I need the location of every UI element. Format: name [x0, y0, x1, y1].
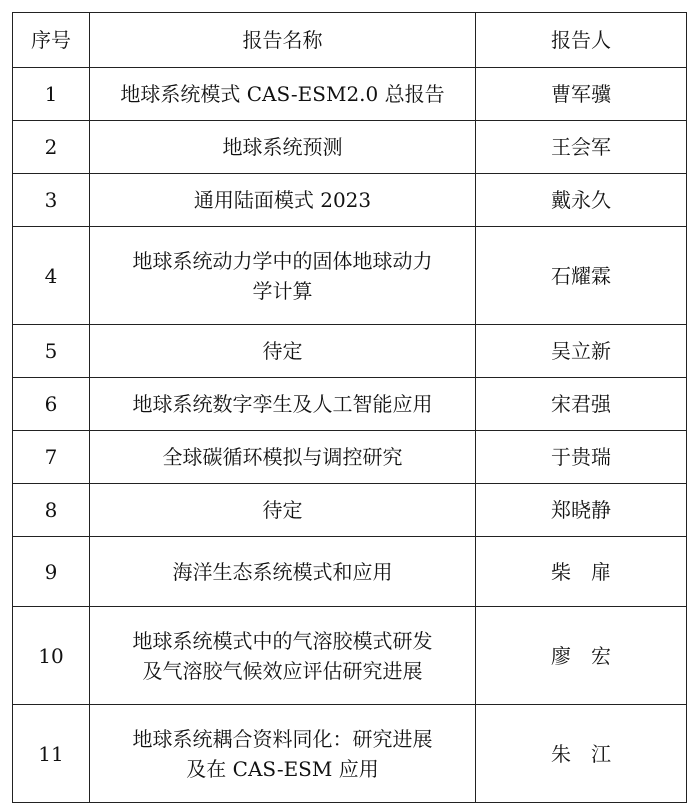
table-row	[13, 705, 687, 803]
row-number: 3	[13, 174, 90, 227]
row-number: 7	[13, 431, 90, 484]
row-title: 待定	[90, 484, 476, 537]
row-number: 2	[13, 121, 90, 174]
row-title-line: 地球系统动力学中的固体地球动力	[132, 248, 433, 273]
row-number: 9	[13, 537, 90, 607]
table-row	[13, 68, 687, 121]
table-row	[13, 537, 687, 607]
table-row	[13, 227, 687, 325]
row-title	[90, 705, 476, 803]
row-number: 5	[13, 325, 90, 378]
table-row	[13, 174, 687, 227]
row-title-line: 地球系统耦合资料同化：研究进展	[132, 726, 433, 751]
row-title-line: 学计算	[252, 278, 313, 303]
row-speaker: 柴 扉	[476, 537, 687, 607]
row-number: 10	[13, 607, 90, 705]
table-header-row	[13, 13, 687, 68]
table-row	[13, 121, 687, 174]
row-title	[90, 227, 476, 325]
row-title-line: 地球系统模式中的气溶胶模式研发	[132, 628, 433, 653]
row-title: 地球系统数字孪生及人工智能应用	[90, 378, 476, 431]
header-number: 序号	[13, 13, 90, 68]
row-speaker: 廖 宏	[476, 607, 687, 705]
row-number: 6	[13, 378, 90, 431]
row-speaker: 宋君强	[476, 378, 687, 431]
header-speaker: 报告人	[476, 13, 687, 68]
row-number: 8	[13, 484, 90, 537]
table-row	[13, 484, 687, 537]
table-row	[13, 431, 687, 484]
report-schedule-table	[12, 12, 687, 803]
row-number: 11	[13, 705, 90, 803]
row-speaker: 王会军	[476, 121, 687, 174]
row-speaker: 石耀霖	[476, 227, 687, 325]
row-title: 通用陆面模式 2023	[90, 174, 476, 227]
header-title: 报告名称	[90, 13, 476, 68]
row-title: 待定	[90, 325, 476, 378]
row-title: 地球系统预测	[90, 121, 476, 174]
row-title-line: 及气溶胶气候效应评估研究进展	[142, 658, 423, 683]
row-speaker: 吴立新	[476, 325, 687, 378]
row-title: 海洋生态系统模式和应用	[90, 537, 476, 607]
row-speaker: 朱 江	[476, 705, 687, 803]
row-title: 全球碳循环模拟与调控研究	[90, 431, 476, 484]
row-speaker: 戴永久	[476, 174, 687, 227]
table-row	[13, 325, 687, 378]
row-title-line: 及在 CAS-ESM 应用	[186, 756, 379, 781]
row-speaker: 郑晓静	[476, 484, 687, 537]
row-number: 1	[13, 68, 90, 121]
row-speaker: 曹军骥	[476, 68, 687, 121]
row-title: 地球系统模式 CAS-ESM2.0 总报告	[90, 68, 476, 121]
row-number: 4	[13, 227, 90, 325]
table-row	[13, 378, 687, 431]
row-title	[90, 607, 476, 705]
table-row	[13, 607, 687, 705]
row-speaker: 于贵瑞	[476, 431, 687, 484]
